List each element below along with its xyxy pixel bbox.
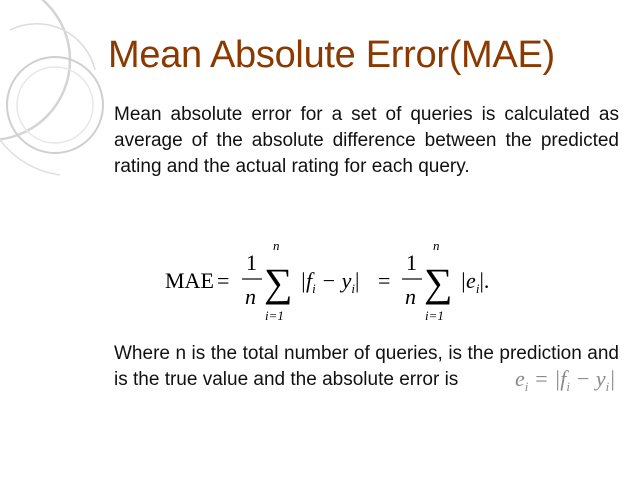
sum2-top: n — [433, 238, 440, 253]
formula-equals-1: = — [217, 268, 230, 293]
definition-paragraph: Mean absolute error for a set of queries is calculated as average of the absolute difference between the predicted rating and the actual rating for each query. — [114, 104, 619, 177]
fraction1-numerator: 1 — [246, 250, 257, 275]
mae-formula — [160, 226, 520, 326]
sum1-bottom: i=1 — [265, 308, 284, 323]
term1: $|f_i - y_i|$ — [300, 268, 360, 296]
explanation-paragraph: Where n is the total number of queries, is the prediction and is the true value and the absolute error is — [114, 343, 619, 390]
absolute-error-formula — [515, 362, 635, 396]
formula-equals-2: = — [378, 268, 391, 293]
page-title: Mean Absolute Error(MAE) — [108, 34, 555, 76]
fraction2-denominator: n — [405, 284, 416, 309]
fraction2-numerator: 1 — [406, 250, 417, 275]
formula-lhs: MAE — [165, 268, 214, 293]
fraction1-denominator: n — [245, 284, 256, 309]
sum2-symbol: ∑ — [424, 260, 453, 305]
decorative-circles-icon — [0, 0, 120, 240]
term2: $|e_i|$. — [460, 268, 490, 296]
svg-text:ei = |fi − yi|: $e_i = |f_i - y_i|$ — [515, 366, 616, 394]
sum1-top: n — [273, 238, 280, 253]
sum1-symbol: ∑ — [264, 260, 293, 305]
sum2-bottom: i=1 — [425, 308, 444, 323]
